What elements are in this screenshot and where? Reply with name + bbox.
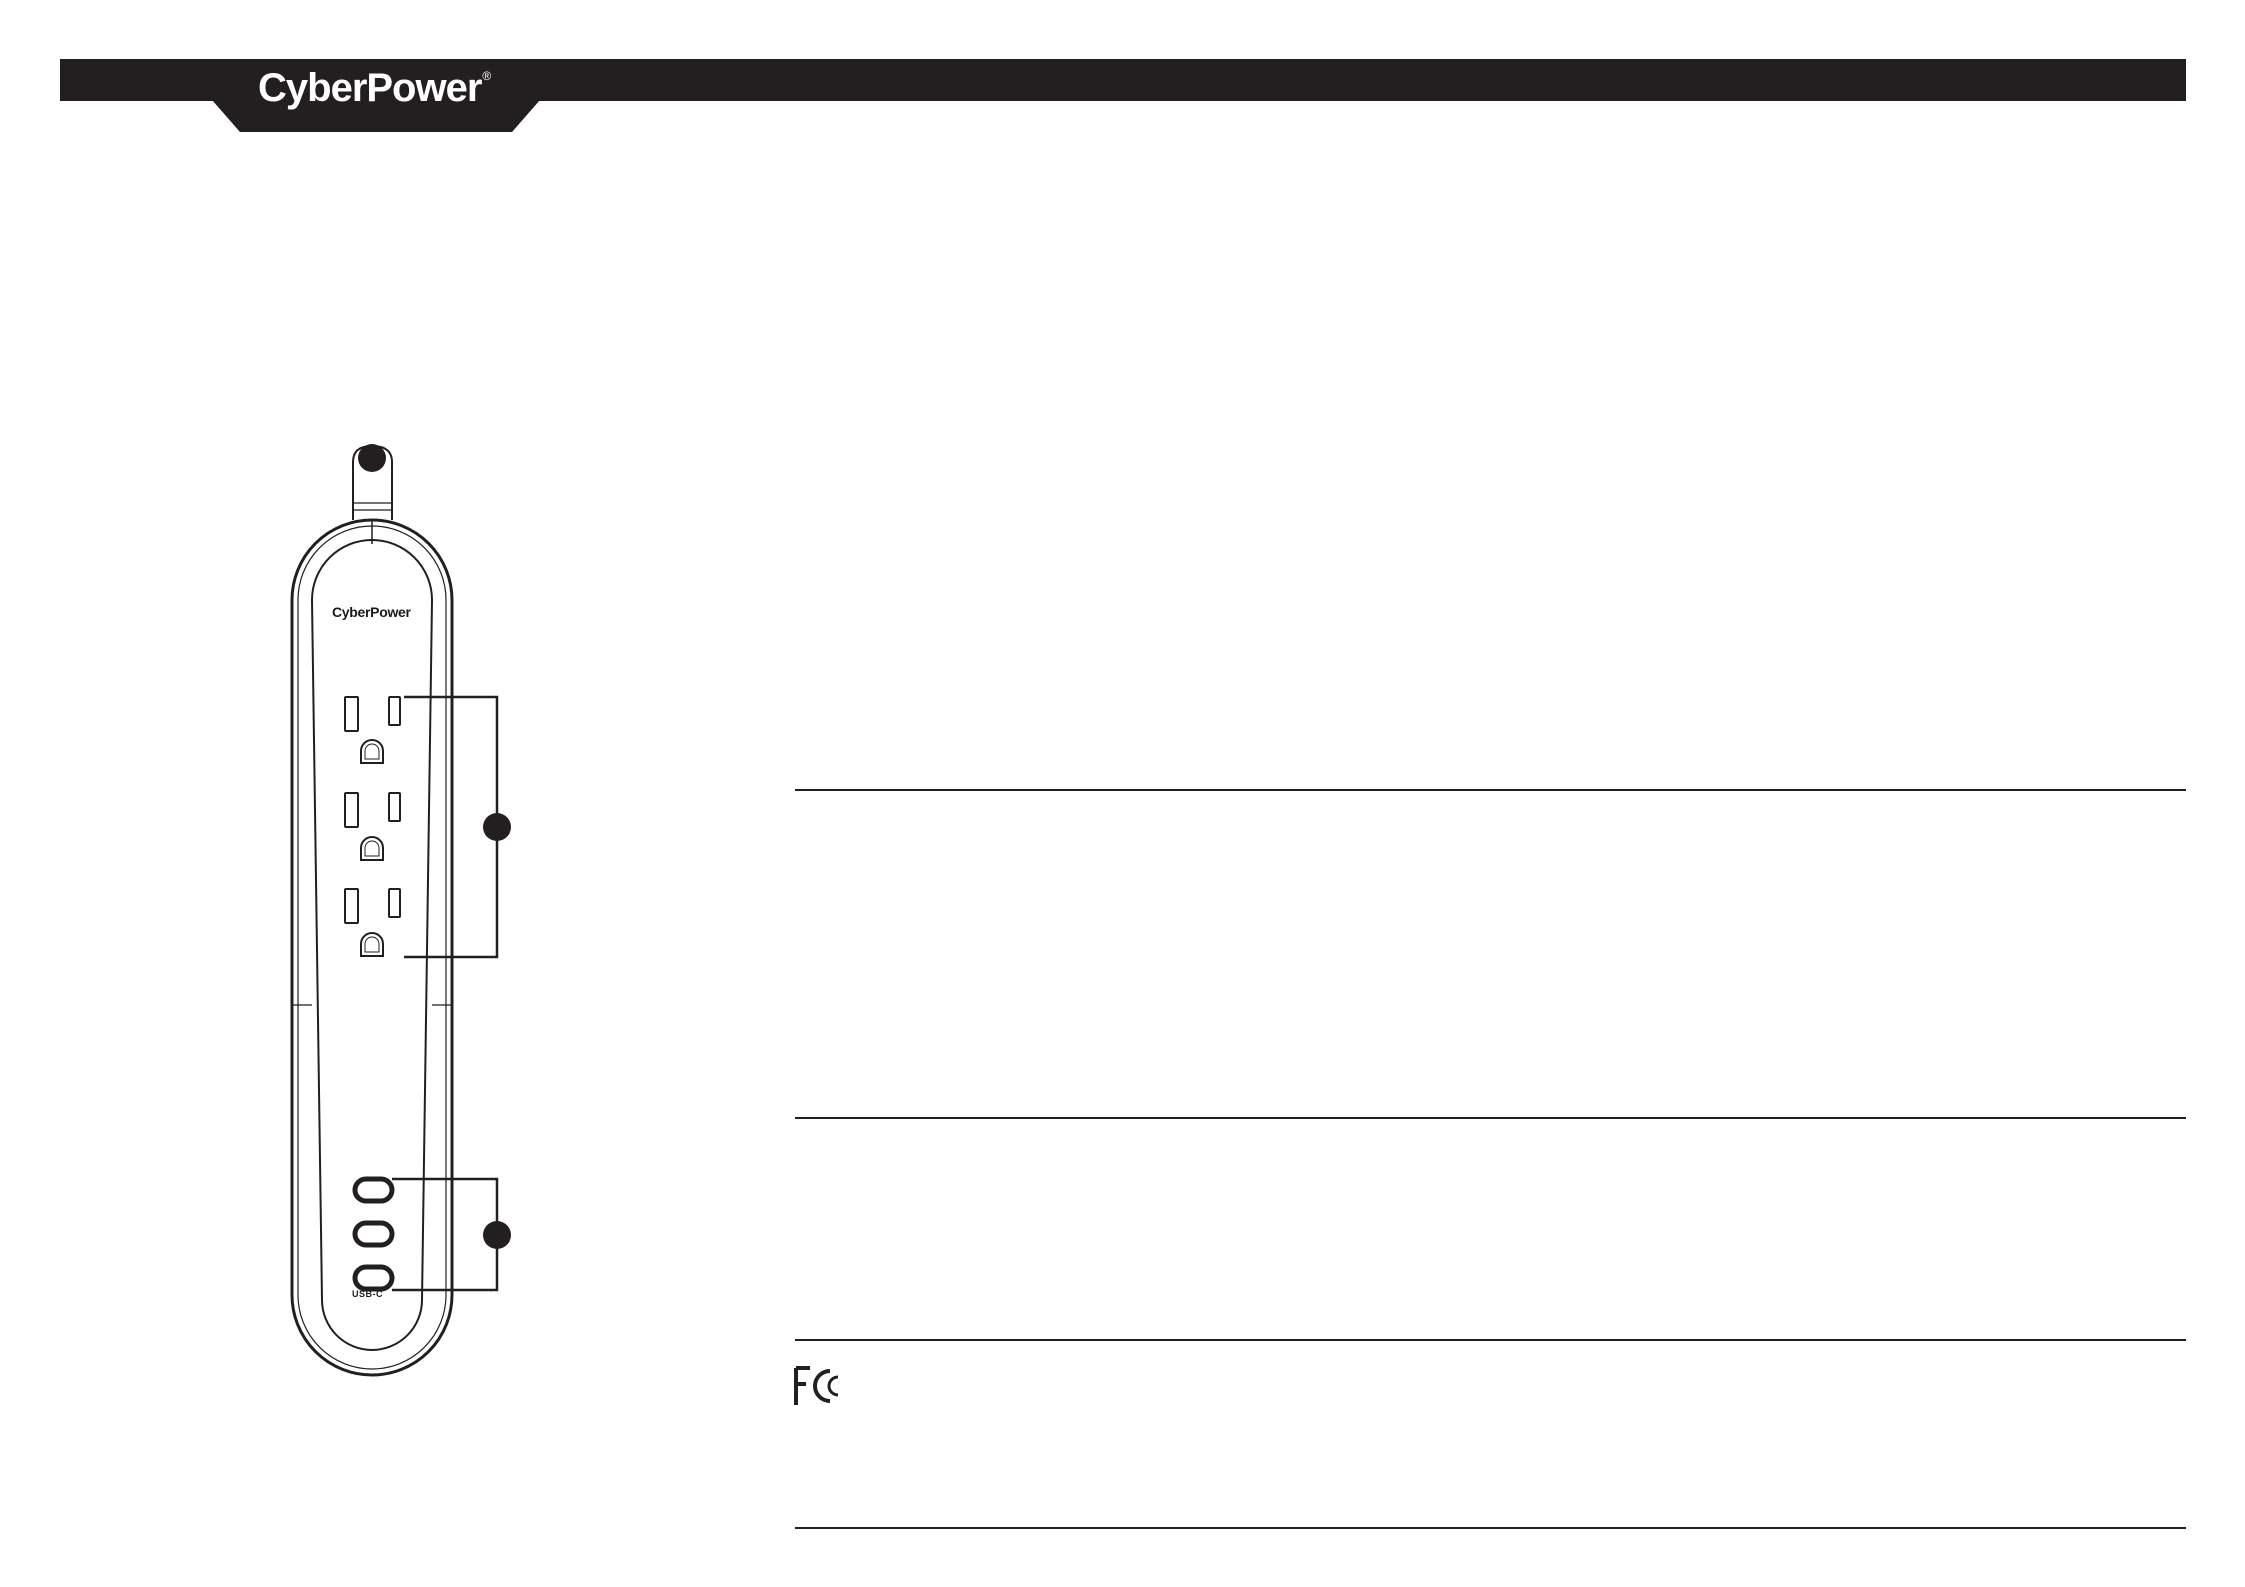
device-brand-label: CyberPower [332,604,411,620]
power-strip-illustration [0,0,600,1587]
section-rule-3 [795,1339,2186,1341]
brand-name: CyberPower [258,66,482,110]
usb-c-label: USB-C [352,1289,383,1299]
strip-faceplate [312,540,432,1350]
ac-outlets [345,697,400,956]
callout-marker-cord [358,444,386,472]
section-rule-2 [795,1117,2186,1119]
fcc-logo [792,1365,848,1407]
section-rule-1 [795,789,2186,791]
callout-marker-usb [483,1221,511,1249]
registered-mark: ® [482,69,491,83]
section-rule-4 [795,1527,2186,1529]
callout-bracket-usb [392,1179,497,1290]
callout-marker-outlets [483,813,511,841]
usb-c-ports [355,1179,392,1289]
